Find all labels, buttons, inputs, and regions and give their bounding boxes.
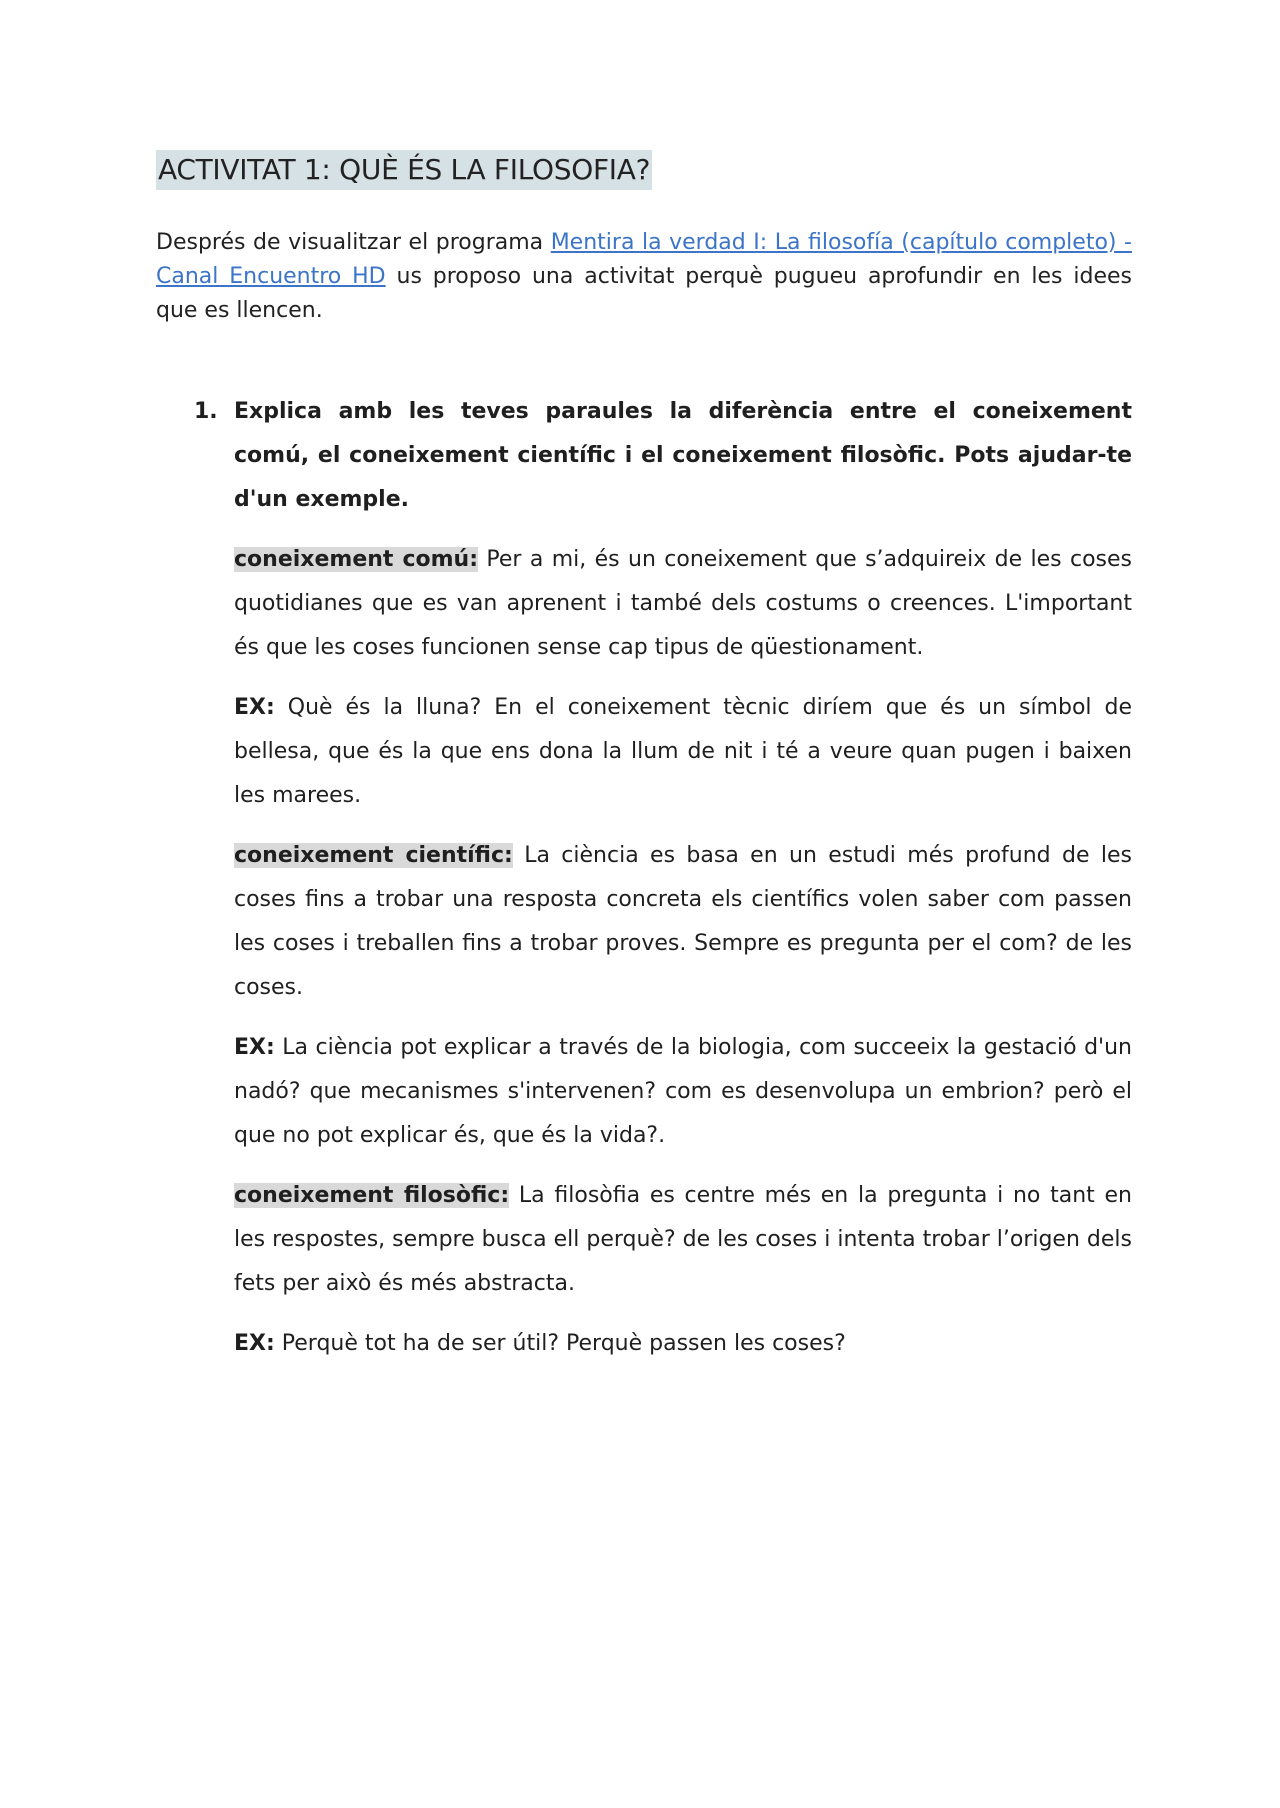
- example-label: EX:: [234, 1035, 275, 1060]
- question-number: 1.: [194, 399, 218, 424]
- text-scientific-knowledge: La ciència es basa en un estudi més profund de les coses fins a trobar una resposta concreta els científics volen saber com passen les coses i treballen fins a trobar proves. Sempre es pregunta per el com? de les coses.: [234, 843, 1132, 1000]
- example-philosophical-knowledge: [234, 1322, 1132, 1366]
- question-block: [234, 390, 1132, 1366]
- video-link[interactable]: Mentira la verdad I: La filosofía (capítulo completo) - Canal Encuentro HD: [156, 230, 1132, 289]
- intro-paragraph: [156, 226, 1132, 328]
- label-common-knowledge: coneixement comú:: [234, 547, 479, 572]
- example-text: La ciència pot explicar a través de la biologia, com succeeix la gestació d'un nadó? que mecanismes s'intervenen? com es desenvolupa un embrion? però el que no pot explicar és, que és la vida?.: [234, 1035, 1132, 1148]
- example-label: EX:: [234, 1331, 275, 1356]
- answer-common-knowledge: [234, 538, 1132, 670]
- intro-text-before: Després de visualitzar el programa: [156, 230, 551, 255]
- example-label: EX:: [234, 695, 275, 720]
- question-text: Explica amb les teves paraules la diferència entre el coneixement comú, el coneixement científic i el coneixement filosòfic. Pots ajudar-te d'un exemple.: [234, 399, 1132, 512]
- intro-text-after: us proposo una activitat perquè pugueu aprofundir en les idees que es llencen.: [156, 264, 1132, 323]
- text-philosophical-knowledge: La filosòfia es centre més en la pregunta i no tant en les respostes, sempre busca ell perquè? de les coses i intenta trobar l’origen dels fets per això és més abstracta.: [234, 1183, 1133, 1296]
- example-text: Què és la lluna? En el coneixement tècnic diríem que és un símbol de bellesa, que és la que ens dona la llum de nit i té a veure quan pugen i baixen les marees.: [234, 695, 1132, 808]
- label-philosophical-knowledge: coneixement filosòfic:: [234, 1183, 510, 1208]
- question-list: [156, 390, 1132, 1366]
- answer-philosophical-knowledge: [234, 1174, 1132, 1306]
- label-scientific-knowledge: coneixement científic:: [234, 843, 513, 868]
- answer-scientific-knowledge: [234, 834, 1132, 1010]
- page-title: ACTIVITAT 1: QUÈ ÉS LA FILOSOFIA?: [156, 150, 652, 190]
- text-common-knowledge: Per a mi, és un coneixement que s’adquireix de les coses quotidianes que es van aprenent i també dels costums o creences. L'important és que les coses funcionen sense cap tipus de qüestionament.: [234, 547, 1132, 660]
- example-common-knowledge: [234, 686, 1132, 818]
- example-scientific-knowledge: [234, 1026, 1132, 1158]
- example-text: Perquè tot ha de ser útil? Perquè passen les coses?: [274, 1331, 846, 1356]
- document-page: [156, 150, 1132, 1382]
